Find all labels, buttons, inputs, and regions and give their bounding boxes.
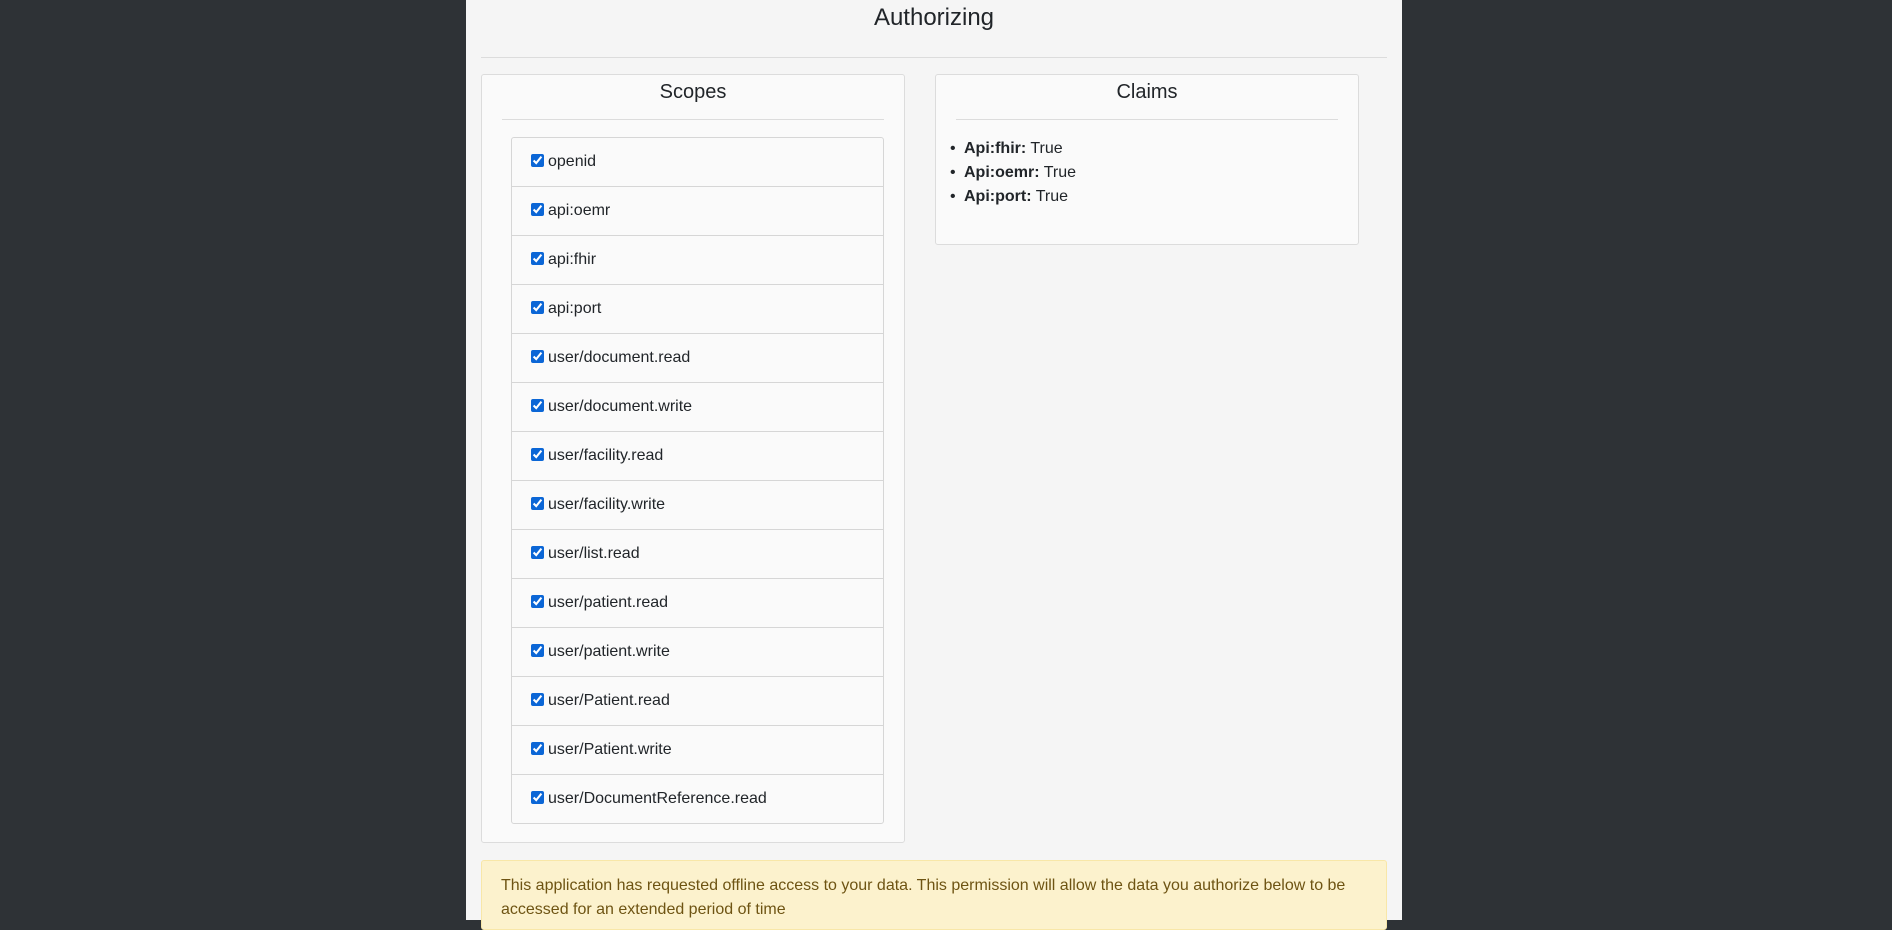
list-item (512, 628, 883, 677)
scope-checkbox[interactable] (531, 742, 544, 755)
list-item (512, 579, 883, 628)
claims-card (935, 74, 1359, 245)
claim-item (950, 161, 1077, 185)
bullet-icon: • (950, 140, 956, 157)
claim-item (950, 185, 1076, 209)
list-item (512, 775, 883, 823)
list-item (512, 285, 883, 334)
scope-label: api:fhir (548, 251, 597, 268)
bullet-icon: • (950, 164, 956, 181)
scope-label: user/facility.read (548, 447, 664, 464)
scope-checkbox[interactable] (531, 693, 544, 706)
scope-checkbox[interactable] (531, 644, 544, 657)
scope-checkbox[interactable] (531, 595, 544, 608)
scope-checkbox[interactable] (531, 791, 544, 804)
scope-label: user/document.read (548, 349, 691, 366)
claims-list (936, 137, 1076, 209)
list-item (512, 481, 883, 530)
list-item (512, 138, 883, 187)
scope-checkbox[interactable] (531, 497, 544, 510)
bullet-icon: • (950, 188, 956, 205)
claim-key: Api:port: (964, 188, 1032, 205)
scope-label: openid (548, 153, 597, 170)
scopes-title: Scopes (659, 81, 727, 103)
claim-key: Api:fhir: (964, 140, 1027, 157)
claims-divider (956, 119, 1338, 120)
scope-checkbox[interactable] (531, 448, 544, 461)
scopes-card (481, 74, 905, 843)
claims-title: Claims (1116, 81, 1178, 103)
authorize-panel (466, 0, 1402, 920)
scope-label: user/Patient.write (548, 741, 672, 758)
list-item (512, 236, 883, 285)
claim-value: True (1035, 188, 1068, 205)
scope-label: user/patient.write (548, 643, 670, 660)
scopes-divider (502, 119, 884, 120)
scope-label: user/DocumentReference.read (548, 790, 767, 807)
scope-checkbox[interactable] (531, 252, 544, 265)
scope-label: user/patient.read (548, 594, 669, 611)
scope-label: user/Patient.read (548, 692, 670, 709)
claim-item (950, 137, 1076, 161)
scope-checkbox[interactable] (531, 399, 544, 412)
scope-checkbox[interactable] (531, 301, 544, 314)
claim-value: True (1030, 140, 1063, 157)
title-divider (481, 57, 1387, 58)
scope-label: user/facility.write (548, 496, 666, 513)
scope-checkbox[interactable] (531, 203, 544, 216)
scope-checkbox[interactable] (531, 546, 544, 559)
scope-checkbox[interactable] (531, 350, 544, 363)
list-item (512, 334, 883, 383)
list-item (512, 677, 883, 726)
scope-label: user/list.read (548, 545, 640, 562)
offline-access-alert: This application has requested offline access to your data. This permission will allow the data you authorize below to be accessed for an extended period of time (481, 860, 1387, 930)
scope-checkbox[interactable] (531, 154, 544, 167)
list-item (512, 726, 883, 775)
scope-label: api:oemr (548, 202, 611, 219)
scope-label: api:port (548, 300, 602, 317)
claim-key: Api:oemr: (964, 164, 1040, 181)
claim-value: True (1043, 164, 1077, 181)
scope-label: user/document.write (548, 398, 693, 415)
scope-list (511, 137, 884, 824)
list-item (512, 530, 883, 579)
list-item (512, 187, 883, 236)
list-item (512, 383, 883, 432)
list-item (512, 432, 883, 481)
page-title: Authorizing (873, 4, 995, 31)
